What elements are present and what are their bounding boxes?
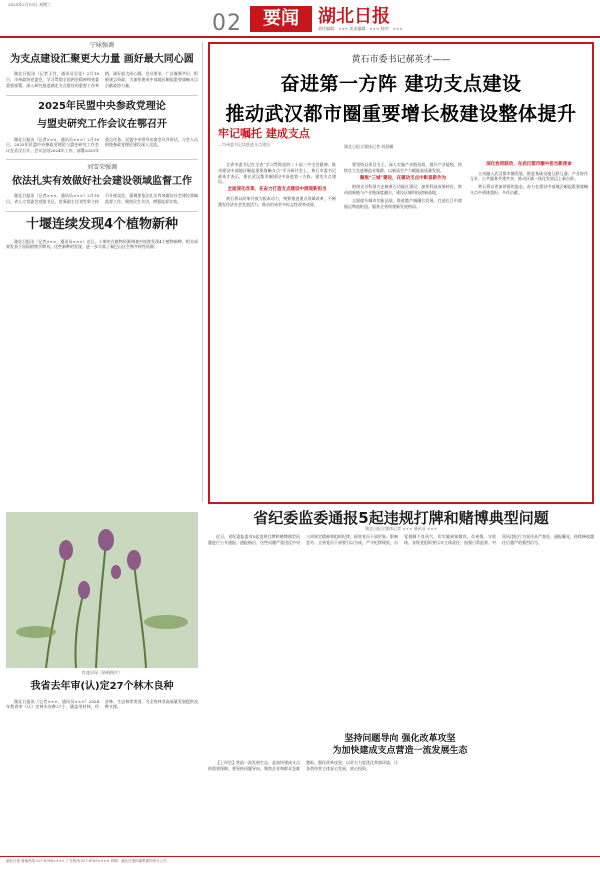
divider (6, 211, 198, 212)
masthead (0, 0, 600, 38)
left-bottom-article (6, 680, 198, 711)
article-headline: 坚持问题导向 强化改革攻坚 (344, 734, 456, 744)
feature-headline-sub: 推动武汉都市圈重要增长极建设整体提升 (225, 102, 577, 125)
article-byline: 湖北日报全媒体记者 ××× 通讯员 ××× (365, 526, 437, 531)
feature-paragraph: 黄石将以更加昂扬的姿态，奋力在建设中部地区崛起重要战略支点中勇挑重担、多作贡献。 (470, 184, 588, 195)
column-banner (218, 126, 338, 160)
masthead-meta: 责任编辑：××× 美术编辑：××× 校对：××× (318, 26, 403, 31)
feature-byline: 湖北日报全媒体记者 胡晨曦 (344, 144, 394, 149)
banner-title: 牢记嘱托 建成支点 (218, 127, 310, 140)
article-text: 湖北日报讯（记者×××，通讯员×××）2月18日，省人大常委会党组书记、常务副主任刘雪荣主持召开座谈会，强调要依法扎实有效做好社会建设领域监督工作，聚焦民生关切，增强监督实效。 (6, 193, 198, 204)
feature-subhead: 聚焦“三城”建设，在建功支点中彰显新作为 (359, 175, 447, 181)
feature-paragraph: 主动融入武汉都市圈发展，推进基础设施互联互通、产业协作互补、公共服务共建共享，推动区域一体化发展迈上新台阶。 (470, 170, 588, 182)
article-headline: 我省去年审(认)定27个林木良种 (30, 681, 174, 692)
article-text: 湖北日报讯（记者×××，通讯员×××）2024年我省审（认）定林木良种27个，涵盖用材林、经济林、生态林等类别，为全省林业高质量发展提供良种支撑。 (6, 698, 198, 710)
feature-paragraph: 围绕光谷科创大走廊黄石功能区建设，加快科技成果转化，推动创新链与产业链深度融合，建设区域科技创新高地。 (344, 184, 462, 195)
flower-illustration (6, 512, 198, 668)
plant-photo (6, 512, 198, 668)
article-headline: 为加快建成支点营造一流发展生态 (332, 746, 468, 756)
article-headline: 为支点建设汇聚更大力量 画好最大同心圆 (10, 53, 194, 65)
banner-subtitle: —市州委书记谈推进支点建设 (218, 141, 270, 147)
left-column (6, 42, 198, 252)
newspaper-logo: 湖北日报 (318, 6, 390, 27)
feature-headline-main: 奋进第一方阵 建功支点建设 (280, 73, 522, 96)
divider (6, 159, 198, 160)
feature-subhead: 全面深化改革，在奋力打造支点建设中展现新担当 (227, 187, 327, 193)
article-text: 【上评论】营造一流发展生态，是加快建成支点的重要保障。要坚持问题导向，聚焦企业和群众急难愁盼，强化改革攻坚，以更大力度优化营商环境，让各类经营主体安心发展、放心投资。 (208, 760, 398, 771)
divider (6, 95, 198, 96)
article-body (6, 699, 198, 712)
article-headline: 十堰连续发现4个植物新种 (25, 216, 179, 232)
article-kicker: 刘雪荣强调 (86, 163, 117, 171)
article-body (208, 534, 594, 730)
article-body (6, 193, 198, 206)
section-label: 要闻 (250, 6, 312, 32)
article-body (6, 71, 198, 89)
feature-body (218, 162, 588, 498)
article-headline: 2025年民盟中央参政党理论 (38, 100, 166, 112)
column-rule (202, 42, 203, 502)
article-text: 近日，省纪委监委对5起违规打牌和赌博典型问题进行公开通报。通报指出，这些问题严重违反中央八项规定精神和组织纪律，损害党员干部形象，影响恶劣。全省党员干部要引以为戒，严守纪律规矩，自觉抵制不良风气，切实做到知敬畏、存戒惧、守底线。各级党组织要压实主体责任，加强日常监督，对顶风违纪行为坚决从严查处、通报曝光，持续释放越往后越严的强烈信号。 (208, 534, 594, 545)
feature-subhead: 深化协同联动，在武汉都市圈中担当新使命 (486, 162, 572, 167)
article-text: 湖北日报讯（记者王付，通讯员吴佳）2月18日，市州政协党委会、学习贯彻全国两会精神和省委重要部署，深入研究推进湖北支点建设的重要工作举措，画好最大同心圆。会议要求，广泛凝聚共识，积极建言资政，为加快建成中部地区崛起重要战略支点贡献政协力量。 (6, 71, 198, 88)
article-text: 湖北日报讯（记者×××，通讯员×××）近日，十堰市在植物资源调查中连续发现4个植物新种，相关成果发表于国际植物学期刊。这些新种的发现，进一步丰富了秦巴山区生物多样性资源。 (6, 238, 198, 250)
page-number: 02 (212, 11, 242, 36)
article-body (208, 760, 594, 852)
feature-paragraph: 黄石将以改革开放为根本动力，统筹推进重点领域改革，不断激发经济社会发展活力，推动形成更多标志性改革成果。 (218, 195, 336, 207)
feature-article-box (208, 42, 594, 504)
article-headline: 与盟史研究工作会议在鄂召开 (37, 119, 167, 131)
article-headline: 依法扎实有效做好社会建设领域监督工作 (12, 175, 192, 187)
article-body (6, 137, 198, 154)
article-headline: 省纪委监委通报5起违规打牌和赌博典型问题 (253, 509, 549, 527)
feature-intro: 全省市委书记在全省“学习贯彻党的二十届三中全会精神、推动建设中部地区崛起重要战略支点”学习研讨会上，黄石市委书记郝英才表示，要在武汉都市圈建设中奋进第一方阵、建功支点建设。 (218, 162, 336, 185)
date-line: 2025年2月19日 星期三 (8, 2, 52, 7)
article-text: 湖北日报讯（记者×××，通讯员×××）2月18日，2025年民盟中央参政党理论与盟史研究工作会议在武汉召开。会议总结2024年工作，部署2025年重点任务。民盟中央领导出席会议并讲话，与会人员围绕参政党理论建设深入交流。 (6, 136, 198, 154)
article-kicker: 宁咏强调 (89, 42, 114, 49)
feature-paragraph: 要坚持以项目为王，深入实施产业链招商，提升产业能级，持续壮大先进制造业集群，以新质生产力赋能高质量发展。 (344, 162, 462, 173)
feature-paragraph: 全面提升城市功能品质，推进港产城融合发展，打造长江中游航运物流枢纽，服务全省构建新发展格局。 (344, 197, 462, 209)
photo-caption: 红花贝母（资料图片） (82, 670, 122, 675)
feature-kicker: 黄石市委书记郝英才—— (351, 55, 451, 65)
page-footer: 湖北日报 新闻热线 027-8765×××× 广告热线 027-8765×××× 印刷：湖北日报传媒集团印务分公司 (0, 856, 600, 872)
